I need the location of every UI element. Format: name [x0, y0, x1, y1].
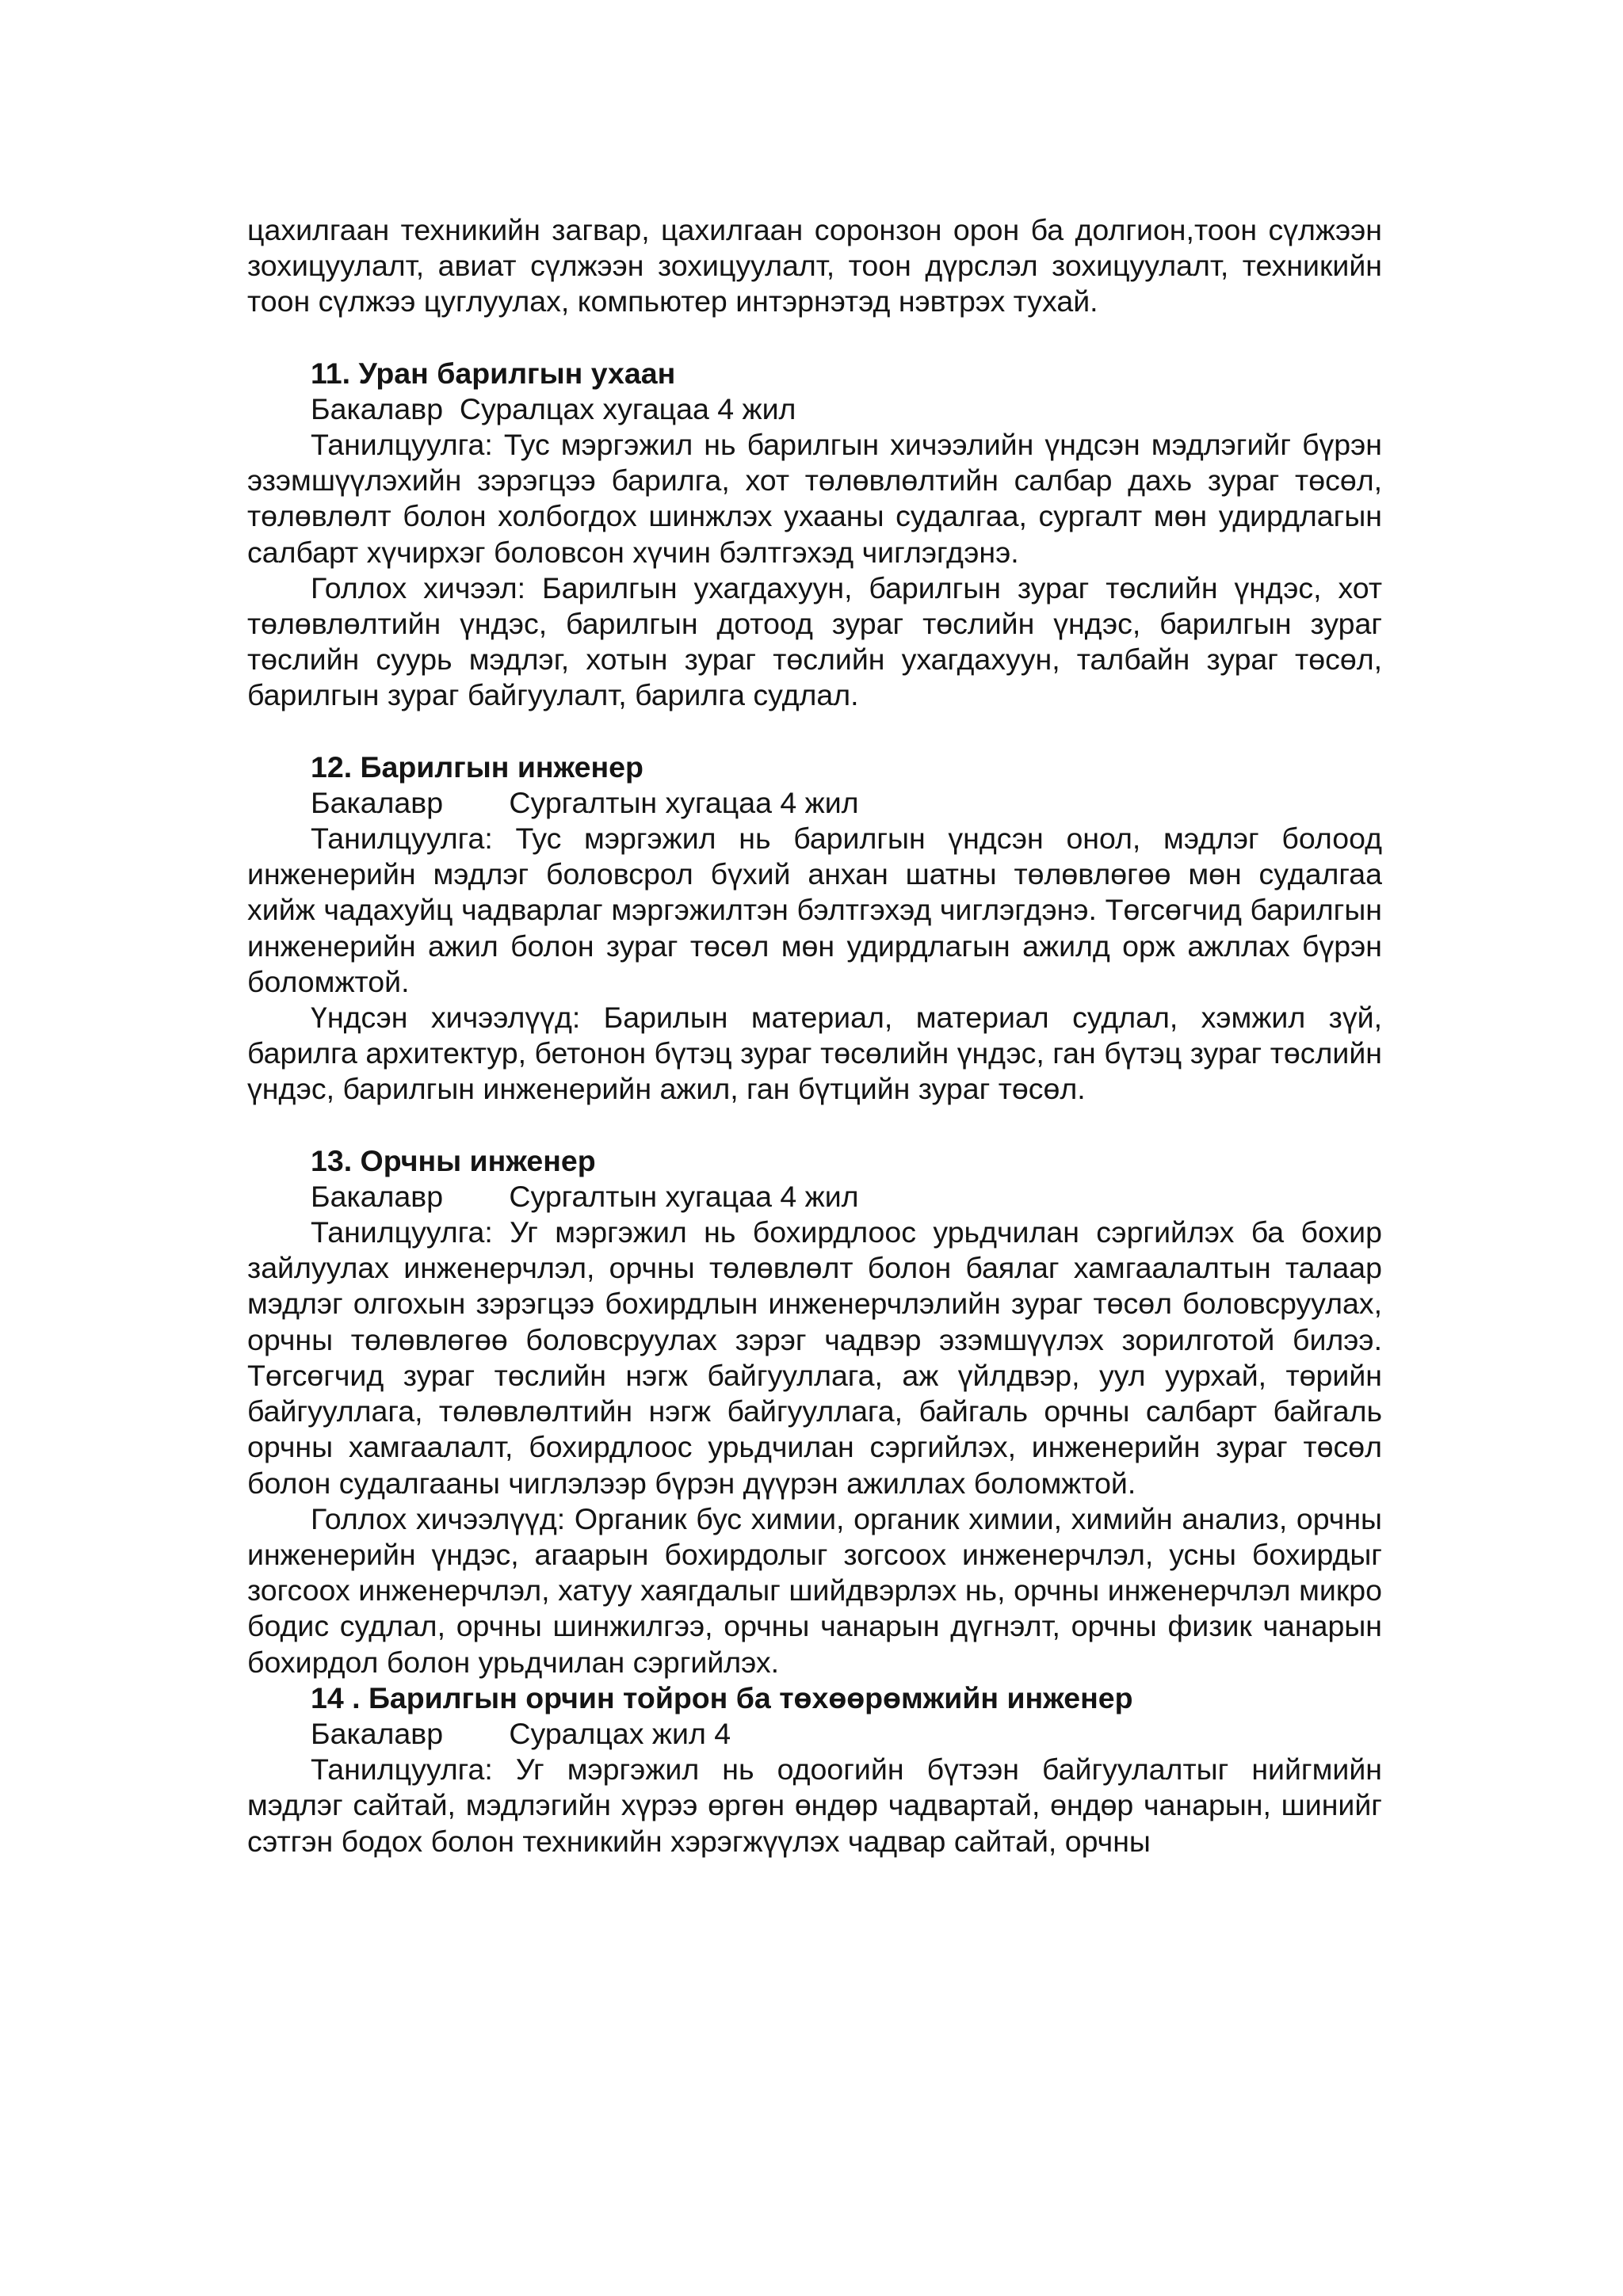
program-degree-line: Бакалавр Сургалтын хугацаа 4 жил — [311, 785, 859, 819]
program-courses: Голлох хичээлүүд: Органик бус химии, органик химии, химийн анализ, орчны инженерийн үндэс, агаарын бохирдолыг зогсоох инженерчлэл, усны бохирдыг зогсоох инженерчлэл, хатуу хаягдалыг шийдвэрлэх нь, орчны инженерчлэл микро бодис судлал, орчны шинжилгээ, орчны чанарын дүгнэлт, орчны физик чанарын бохирдол болон урьдчилан сэргийлэх. — [247, 1501, 1382, 1679]
program-13 — [247, 1143, 1382, 1680]
program-11 — [247, 356, 1382, 714]
program-introduction: Танилцуулга: Уг мэргэжил нь бохирдлоос урьдчилан сэргийлэх ба бохир зайлуулах инженерчлэл, орчны төлөвлөлт болон баялаг хамгаалалтын талаар мэдлэг олгохын зэрэгцээ бохирдлын инженерчлэлийн зураг төсөл боловсруулах, орчны төлөвлөгөө боловсруулах зэрэг чадвэр эзэмшүүлэх зорилготой билээ. Төгсөгчид зураг төслийн нэгж байгууллага, аж үйлдвэр, уул уурхай, төрийн байгууллага, төлөвлөлтийн нэгж байгууллага, байгаль орчны салбарт байгаль орчны хамгаалалт, бохирдлоос урьдчилан сэргийлэх, инженерийн зураг төсөл болон судалгааны чиглэлээр бүрэн дүүрэн ажиллах боломжтой. — [247, 1215, 1382, 1500]
program-degree-line: Бакалавр Суралцах жил 4 — [311, 1716, 731, 1750]
intro-continuation: цахилгаан техникийн загвар, цахилгаан соронзон орон ба долгион,тоон сүлжээн зохицуулалт, авиат сүлжээн зохицуулалт, тоон дүрслэл зохицуулалт, техникийн тоон сүлжээ цуглуулах, компьютер интэрнэтэд нэвтрэх тухай. — [247, 213, 1382, 318]
program-introduction: Танилцуулга: Тус мэргэжил нь барилгын хичээлийн үндсэн мэдлэгийг бүрэн эзэмшүүлэхийн зэрэгцээ барилга, хот төлөвлөлтийн салбар дахь зураг төсөл, төлөвлөлт болон холбогдох шинжлэх ухааны судалгаа, сургалт мөн удирдлагын салбарт хүчирхэг боловсон хүчин бэлтгэхэд чиглэгдэнэ. — [247, 428, 1382, 569]
program-courses: Голлох хичээл: Барилгын ухагдахуун, барилгын зураг төслийн үндэс, хот төлөвлөлтийн үндэс, барилгын дотоод зураг төслийн үндэс, барилгын зураг төслийн суурь мэдлэг, хотын зураг төслийн ухагдахуун, талбайн зураг төсөл, барилгын зураг байгуулалт, барилга судлал. — [247, 570, 1382, 712]
program-title: 13. Орчны инженер — [311, 1143, 596, 1177]
document-body — [247, 212, 1382, 1859]
program-degree-line: Бакалавр Суралцах хугацаа 4 жил — [311, 391, 796, 425]
program-title: 11. Уран барилгын ухаан — [311, 356, 676, 390]
program-title: 14 . Барилгын орчин тойрон ба төхөөрөмжийн инженер — [311, 1680, 1133, 1714]
program-degree-line: Бакалавр Сургалтын хугацаа 4 жил — [311, 1179, 859, 1213]
program-12 — [247, 749, 1382, 1108]
program-14 — [247, 1680, 1382, 1859]
program-courses: Үндсэн хичээлүүд: Барилын материал, материал судлал, хэмжил зүй, барилга архитектур, бетонон бүтэц зураг төсөлийн үндэс, ган бүтэц зураг төслийн үндэс, барилгын инженерийн ажил, ган бүтцийн зураг төсөл. — [247, 1001, 1382, 1106]
program-introduction: Танилцуулга: Тус мэргэжил нь барилгын үндсэн онол, мэдлэг болоод инженерийн мэдлэг боловсрол бүхий анхан шатны төлөвлөгөө мөн судалгаа хийж чадахуйц чадварлаг мэргэжилтэн бэлтгэхэд чиглэгдэнэ. Төгсөгчид барилгын инженерийн ажил болон зураг төсөл мөн удирдлагын ажилд орж ажллах бүрэн боломжтой. — [247, 822, 1382, 998]
program-introduction: Танилцуулга: Уг мэргэжил нь одоогийн бүтээн байгуулалтыг нийгмийн мэдлэг сайтай, мэдлэгийн хүрээ өргөн өндөр чадвартай, өндөр чанарын, шинийг сэтгэн бодох болон техникийн хэрэгжүүлэх чадвар сайтай, орчны — [247, 1753, 1382, 1858]
program-title: 12. Барилгын инженер — [311, 749, 643, 784]
